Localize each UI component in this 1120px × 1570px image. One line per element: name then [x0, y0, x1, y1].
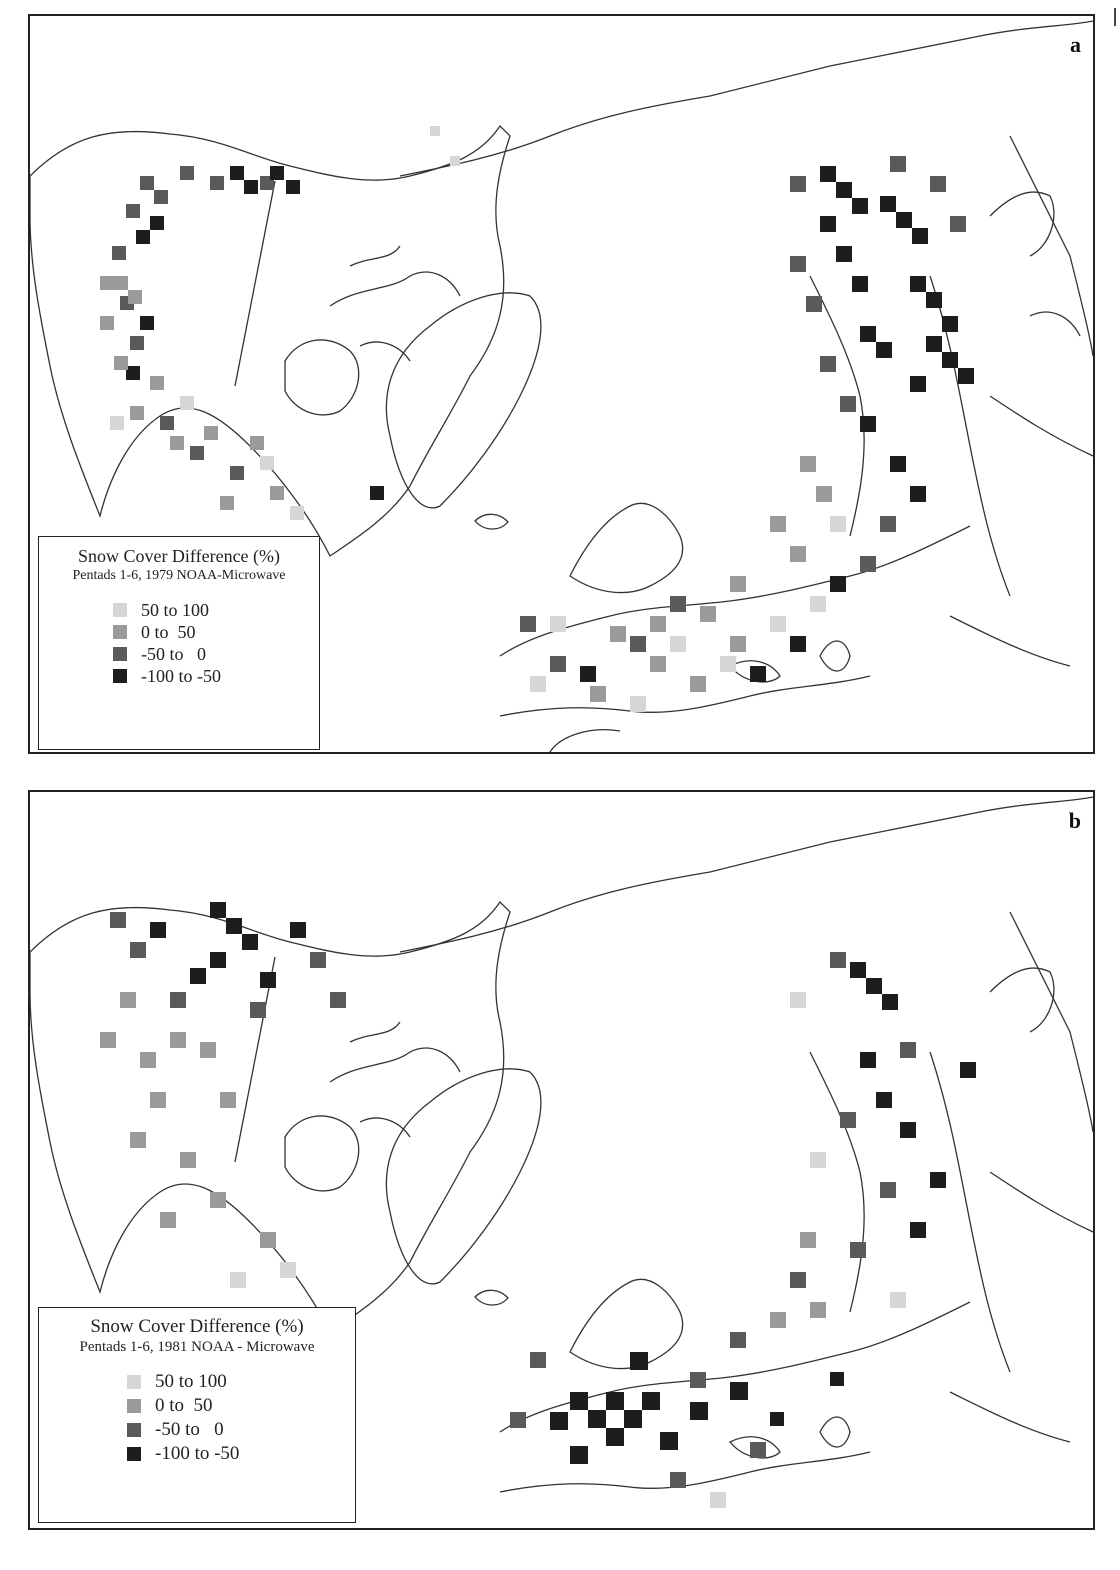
legend-swatch — [127, 1399, 141, 1413]
legend-item — [113, 665, 309, 687]
legend-label: -50 to 0 — [155, 1419, 224, 1440]
legend-item — [127, 1418, 345, 1442]
legend-label: 0 to 50 — [155, 1395, 213, 1416]
legend-label: 50 to 100 — [141, 599, 210, 620]
legend-label: -100 to -50 — [155, 1443, 240, 1464]
legend-item — [113, 599, 309, 621]
panel-letter: b — [1068, 808, 1081, 833]
legend-swatch — [127, 1375, 141, 1389]
legend-subtitle: Pentads 1-6, 1979 NOAA-Microwave — [72, 568, 286, 583]
legend-swatch — [113, 603, 127, 617]
legend-label: -50 to 0 — [141, 643, 206, 664]
legend-item — [127, 1442, 345, 1466]
legend — [38, 536, 320, 750]
legend-swatch — [113, 625, 127, 639]
legend-item — [127, 1394, 345, 1418]
legend — [38, 1307, 356, 1523]
legend-swatch — [127, 1447, 141, 1461]
legend-title: Snow Cover Difference (%) — [90, 1316, 304, 1337]
legend-label: 0 to 50 — [141, 621, 196, 642]
edge-mark — [1114, 8, 1116, 26]
panel-letter: a — [1070, 32, 1081, 57]
legend-item — [113, 621, 309, 643]
legend-swatch — [113, 669, 127, 683]
legend-item — [127, 1370, 345, 1394]
legend-subtitle: Pentads 1-6, 1981 NOAA - Microwave — [79, 1339, 315, 1355]
map-panel-b — [28, 790, 1095, 1530]
legend-swatch — [113, 647, 127, 661]
legend-title: Snow Cover Difference (%) — [77, 546, 281, 566]
legend-label: -100 to -50 — [141, 665, 221, 686]
map-panel-a — [28, 14, 1095, 754]
legend-swatch — [127, 1423, 141, 1437]
legend-label: 50 to 100 — [155, 1371, 227, 1392]
legend-item — [113, 643, 309, 665]
